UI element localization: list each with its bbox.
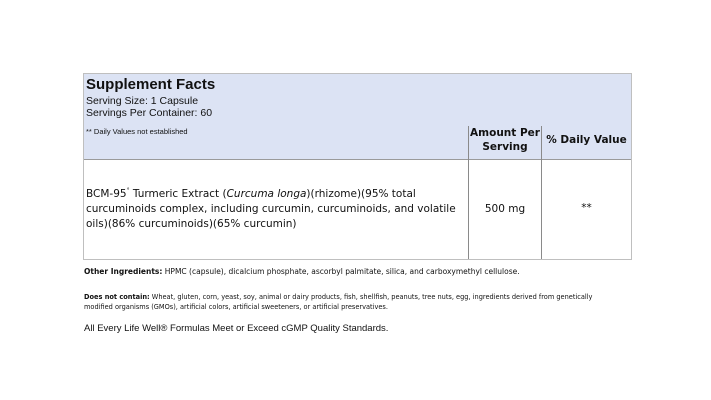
daily-value-note: ** Daily Values not established: [86, 127, 188, 136]
ingredient-name: [86, 183, 456, 232]
quality-standards: All Every Life Well® Formulas Meet or Exceed cGMP Quality Standards.: [84, 323, 389, 334]
ingredient-part1: Turmeric Extract (: [129, 188, 227, 200]
ingredient-latin-name: Curcuma longa: [226, 188, 307, 200]
amount-header-line1: Amount Per: [470, 127, 540, 139]
column-divider: [541, 126, 542, 259]
ingredient-amount: 500 mg: [484, 203, 526, 215]
ingredient-degree: °: [126, 187, 130, 194]
does-not-contain-label: Does not contain:: [84, 293, 150, 301]
does-not-contain-text: Wheat, gluten, corn, yeast, soy, animal or dairy products, fish, shellfish, peanuts, tree nuts, egg, ingredients derived from genetically modified organisms (GMOs), artificial colors, artificial sweeteners, or artificial preservatives.: [84, 293, 593, 311]
panel-title: Supplement Facts: [86, 76, 216, 93]
ingredient-prefix: BCM-95: [86, 188, 127, 200]
ingredient-daily-value: **: [581, 202, 592, 214]
supplement-facts-panel: [83, 73, 632, 260]
column-divider: [468, 126, 469, 259]
amount-column-header: [469, 126, 541, 154]
amount-header-line2: Serving: [482, 141, 528, 153]
servings-per-container: Servings Per Container: 60: [86, 107, 213, 119]
panel-header: [84, 74, 631, 160]
serving-size: Serving Size: 1 Capsule: [86, 95, 199, 107]
other-ingredients-text: HPMC (capsule), dicalcium phosphate, ascorbyl palmitate, silica, and carboxymethyl cellulose.: [162, 267, 520, 276]
ingredient-part2: )(rhizome)(95% total curcuminoids complex, including curcumin, curcuminoids, and volatile oils)(86% curcuminoids)(65% curcumin): [86, 188, 456, 230]
other-ingredients: [84, 267, 520, 276]
other-ingredients-label: Other Ingredients:: [84, 267, 163, 276]
daily-value-column-header: % Daily Value: [546, 134, 627, 146]
does-not-contain: [84, 292, 614, 312]
